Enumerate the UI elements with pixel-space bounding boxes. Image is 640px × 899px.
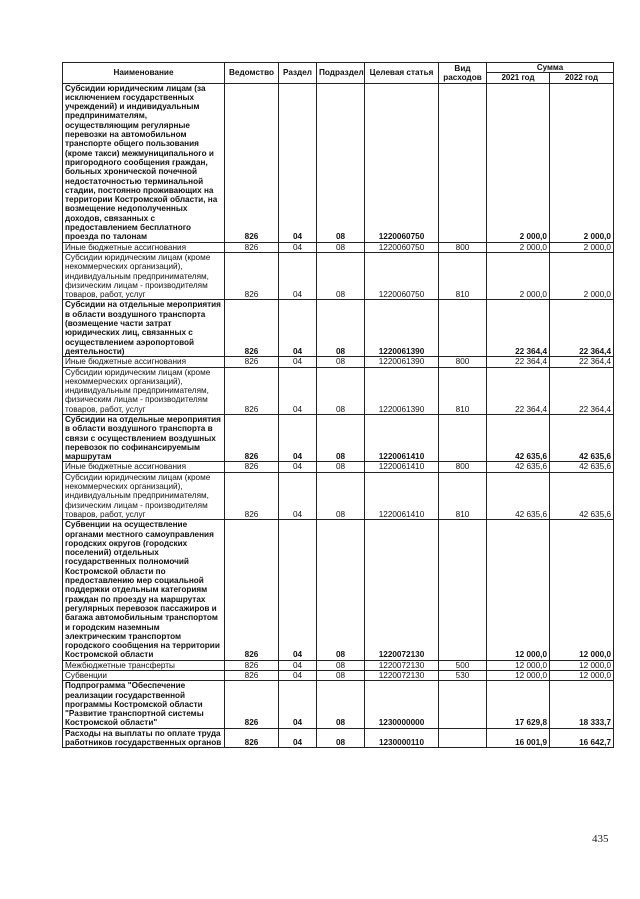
row-dept: 826 bbox=[225, 472, 279, 519]
header-section: Раздел bbox=[279, 63, 317, 84]
row-subsection: 08 bbox=[317, 462, 365, 472]
row-dept: 826 bbox=[225, 462, 279, 472]
header-sum: Сумма bbox=[487, 63, 614, 73]
header-target: Целевая статья bbox=[365, 63, 439, 84]
row-section: 04 bbox=[279, 660, 317, 670]
row-sum-2021: 42 635,6 bbox=[487, 414, 550, 461]
table-body bbox=[63, 83, 614, 748]
table-row bbox=[63, 367, 614, 414]
header-year-2021: 2021 год bbox=[487, 73, 550, 83]
row-exp-type: 500 bbox=[439, 660, 487, 670]
table-row bbox=[63, 671, 614, 681]
row-subsection: 08 bbox=[317, 367, 365, 414]
row-name: Субсидии юридическим лицам (кроме некоммерческих организаций), индивидуальным предпринимателям, физическим лицам - производителям товаров, работ, услуг bbox=[63, 367, 225, 414]
row-exp-type bbox=[439, 300, 487, 357]
row-exp-type bbox=[439, 83, 487, 242]
row-target: 1220061390 bbox=[365, 300, 439, 357]
row-target: 1220060750 bbox=[365, 83, 439, 242]
row-sum-2022: 22 364,4 bbox=[550, 357, 614, 367]
row-subsection: 08 bbox=[317, 83, 365, 242]
row-sum-2021: 12 000,0 bbox=[487, 671, 550, 681]
row-name: Межбюджетные трансферты bbox=[63, 660, 225, 670]
row-sum-2022: 22 364,4 bbox=[550, 300, 614, 357]
row-name: Субвенции на осуществление органами местного самоуправления городских округов (городских поселений) отдельных государственных полномочий Костромской области по предоставлению мер социальной поддержки отдельным категориям граждан по проезду на маршрутах регулярных перевозок пассажиров и багажа автомобильным транспортом и городским наземным электрическим транспортом городского сообщения на территории Костромской области bbox=[63, 520, 225, 660]
row-sum-2022: 16 642,7 bbox=[550, 728, 614, 748]
row-subsection: 08 bbox=[317, 252, 365, 299]
row-subsection: 08 bbox=[317, 472, 365, 519]
row-exp-type: 800 bbox=[439, 242, 487, 252]
row-subsection: 08 bbox=[317, 242, 365, 252]
row-name: Субсидии юридическим лицам (за исключением государственных учреждений) и индивидуальным предпринимателям, осуществляющим регулярные перевозки на автомобильном транспорте общего пользования (кроме такси) межмуниципального и пригородного сообщения граждан, больных хронической почечной недостаточностью терминальной стадии, постоянно проживающих на территории Костромской области, на возмещение недополученных доходов, связанных с предоставлением бесплатного проезда по талонам bbox=[63, 83, 225, 242]
row-exp-type: 530 bbox=[439, 671, 487, 681]
row-dept: 826 bbox=[225, 357, 279, 367]
row-target: 1220072130 bbox=[365, 671, 439, 681]
budget-table bbox=[62, 62, 614, 748]
table-row bbox=[63, 83, 614, 242]
row-target: 1220061410 bbox=[365, 472, 439, 519]
row-exp-type bbox=[439, 681, 487, 728]
row-target: 1220061410 bbox=[365, 462, 439, 472]
row-subsection: 08 bbox=[317, 300, 365, 357]
row-exp-type: 810 bbox=[439, 367, 487, 414]
row-target: 1220060750 bbox=[365, 252, 439, 299]
row-name: Субсидии юридическим лицам (кроме некоммерческих организаций), индивидуальным предпринимателям, физическим лицам - производителям товаров, работ, услуг bbox=[63, 252, 225, 299]
row-name: Подпрограмма "Обеспечение реализации государственной программы Костромской области "Развитие транспортной системы Костромской области" bbox=[63, 681, 225, 728]
row-section: 04 bbox=[279, 414, 317, 461]
row-exp-type: 810 bbox=[439, 472, 487, 519]
row-name: Субсидии на отдельные мероприятия в области воздушного транспорта в связи с осуществлением воздушных перевозок по софинансируемым маршрутам bbox=[63, 414, 225, 461]
row-dept: 826 bbox=[225, 300, 279, 357]
row-sum-2021: 42 635,6 bbox=[487, 462, 550, 472]
row-subsection: 08 bbox=[317, 671, 365, 681]
row-exp-type bbox=[439, 728, 487, 748]
table-row bbox=[63, 242, 614, 252]
row-sum-2021: 17 629,8 bbox=[487, 681, 550, 728]
table-row bbox=[63, 681, 614, 728]
row-sum-2022: 18 333,7 bbox=[550, 681, 614, 728]
page-number: 435 bbox=[592, 833, 609, 845]
table-row bbox=[63, 728, 614, 748]
row-subsection: 08 bbox=[317, 414, 365, 461]
row-sum-2022: 12 000,0 bbox=[550, 520, 614, 660]
row-exp-type: 810 bbox=[439, 252, 487, 299]
row-subsection: 08 bbox=[317, 357, 365, 367]
row-subsection: 08 bbox=[317, 520, 365, 660]
row-dept: 826 bbox=[225, 681, 279, 728]
row-exp-type: 800 bbox=[439, 462, 487, 472]
row-dept: 826 bbox=[225, 520, 279, 660]
row-section: 04 bbox=[279, 242, 317, 252]
row-name: Субсидии на отдельные мероприятия в области воздушного транспорта (возмещение части затрат юридических лиц, связанных с осуществлением аэропортовой деятельности) bbox=[63, 300, 225, 357]
row-sum-2021: 16 001,9 bbox=[487, 728, 550, 748]
row-sum-2021: 12 000,0 bbox=[487, 520, 550, 660]
row-sum-2022: 2 000,0 bbox=[550, 83, 614, 242]
row-target: 1220072130 bbox=[365, 660, 439, 670]
row-sum-2022: 2 000,0 bbox=[550, 252, 614, 299]
row-sum-2021: 2 000,0 bbox=[487, 83, 550, 242]
row-section: 04 bbox=[279, 83, 317, 242]
row-target: 1220061410 bbox=[365, 414, 439, 461]
row-name: Иные бюджетные ассигнования bbox=[63, 242, 225, 252]
table-row bbox=[63, 472, 614, 519]
row-sum-2021: 22 364,4 bbox=[487, 367, 550, 414]
row-name: Расходы на выплаты по оплате труда работников государственных органов bbox=[63, 728, 225, 748]
table-row bbox=[63, 660, 614, 670]
row-dept: 826 bbox=[225, 367, 279, 414]
row-section: 04 bbox=[279, 472, 317, 519]
row-exp-type bbox=[439, 520, 487, 660]
header-year-2022: 2022 год bbox=[550, 73, 614, 83]
row-section: 04 bbox=[279, 252, 317, 299]
row-sum-2021: 12 000,0 bbox=[487, 660, 550, 670]
row-sum-2021: 22 364,4 bbox=[487, 357, 550, 367]
row-target: 1220061390 bbox=[365, 367, 439, 414]
row-dept: 826 bbox=[225, 252, 279, 299]
table-row bbox=[63, 300, 614, 357]
row-section: 04 bbox=[279, 357, 317, 367]
row-name: Субсидии юридическим лицам (кроме некоммерческих организаций), индивидуальным предпринимателям, физическим лицам - производителям товаров, работ, услуг bbox=[63, 472, 225, 519]
row-sum-2022: 22 364,4 bbox=[550, 367, 614, 414]
row-subsection: 08 bbox=[317, 681, 365, 728]
row-section: 04 bbox=[279, 367, 317, 414]
row-section: 04 bbox=[279, 300, 317, 357]
row-target: 1220061390 bbox=[365, 357, 439, 367]
row-target: 1220060750 bbox=[365, 242, 439, 252]
row-name: Иные бюджетные ассигнования bbox=[63, 462, 225, 472]
row-target: 1230000110 bbox=[365, 728, 439, 748]
row-sum-2022: 42 635,6 bbox=[550, 462, 614, 472]
row-sum-2022: 42 635,6 bbox=[550, 414, 614, 461]
row-sum-2022: 42 635,6 bbox=[550, 472, 614, 519]
row-section: 04 bbox=[279, 520, 317, 660]
row-sum-2022: 12 000,0 bbox=[550, 660, 614, 670]
header-name: Наименование bbox=[63, 63, 225, 84]
row-exp-type bbox=[439, 414, 487, 461]
row-dept: 826 bbox=[225, 414, 279, 461]
header-subsection: Подраздел bbox=[317, 63, 365, 84]
row-section: 04 bbox=[279, 681, 317, 728]
table-header bbox=[63, 63, 614, 84]
row-target: 1220072130 bbox=[365, 520, 439, 660]
row-sum-2021: 2 000,0 bbox=[487, 242, 550, 252]
row-sum-2021: 42 635,6 bbox=[487, 472, 550, 519]
row-subsection: 08 bbox=[317, 660, 365, 670]
row-exp-type: 800 bbox=[439, 357, 487, 367]
table-row bbox=[63, 252, 614, 299]
table-row bbox=[63, 414, 614, 461]
table-row bbox=[63, 462, 614, 472]
row-section: 04 bbox=[279, 462, 317, 472]
row-dept: 826 bbox=[225, 671, 279, 681]
row-sum-2022: 12 000,0 bbox=[550, 671, 614, 681]
row-name: Иные бюджетные ассигнования bbox=[63, 357, 225, 367]
table-row bbox=[63, 520, 614, 660]
row-name: Субвенции bbox=[63, 671, 225, 681]
row-sum-2021: 22 364,4 bbox=[487, 300, 550, 357]
table-row bbox=[63, 357, 614, 367]
row-sum-2022: 2 000,0 bbox=[550, 242, 614, 252]
row-dept: 826 bbox=[225, 83, 279, 242]
row-target: 1230000000 bbox=[365, 681, 439, 728]
row-section: 04 bbox=[279, 671, 317, 681]
row-section: 04 bbox=[279, 728, 317, 748]
row-dept: 826 bbox=[225, 242, 279, 252]
row-sum-2021: 2 000,0 bbox=[487, 252, 550, 299]
row-dept: 826 bbox=[225, 660, 279, 670]
header-exp-type: Вид расходов bbox=[439, 63, 487, 84]
row-subsection: 08 bbox=[317, 728, 365, 748]
row-dept: 826 bbox=[225, 728, 279, 748]
header-dept: Ведомство bbox=[225, 63, 279, 84]
